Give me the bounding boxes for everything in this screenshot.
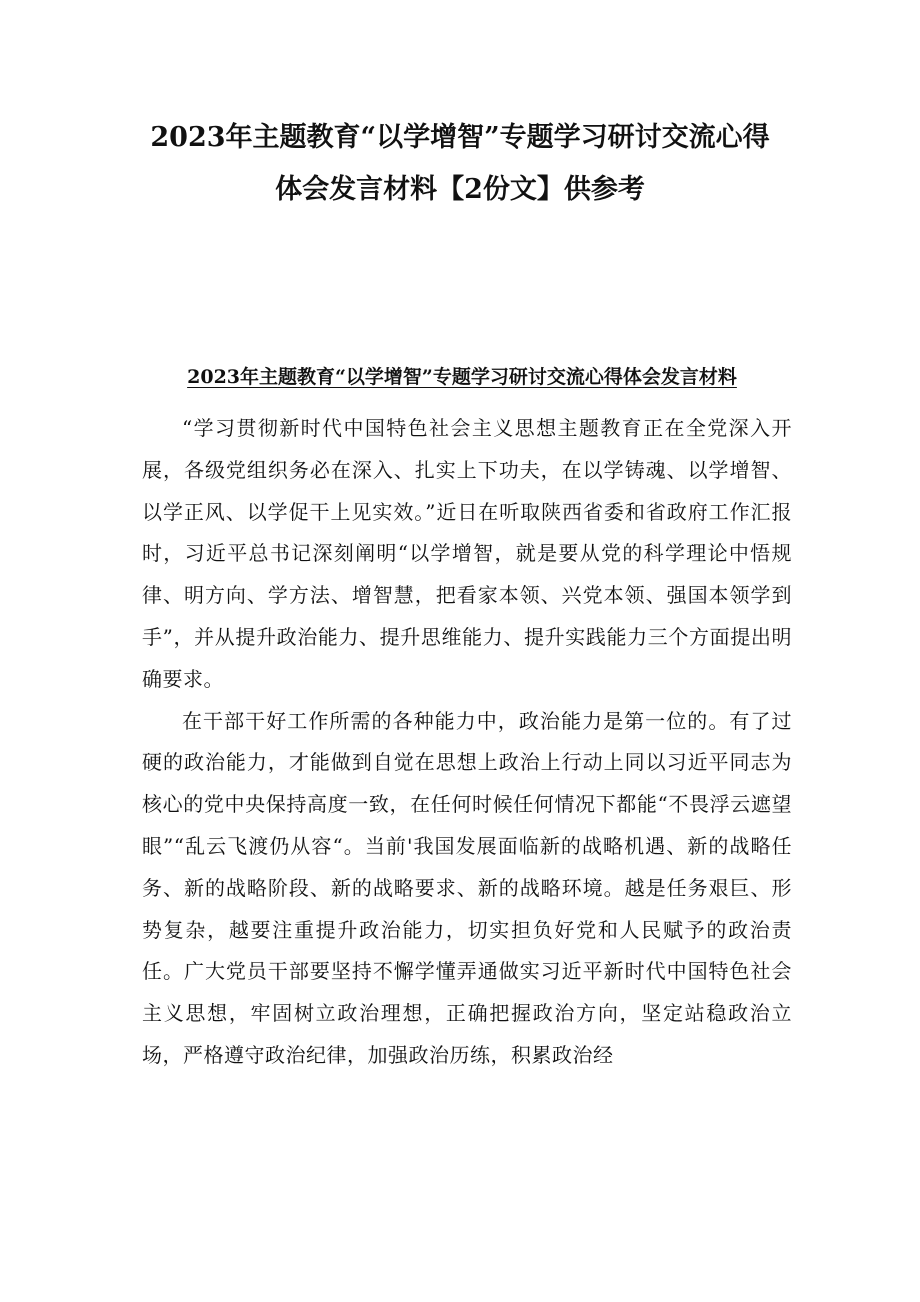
paragraph-2: 在干部干好工作所需的各种能力中，政治能力是第一位的。有了过硬的政治能力，才能做到自觉在思想上政治上行动上同以习近平同志为核心的党中央保持高度一致，在任何时候任何情况下都能“不畏浮云遮望眼”“乱云飞渡仍从容“。当前'我国发展面临新的战略机遇、新的战略任务、新的战略阶段、新的战略要求、新的战略环境。越是任务艰巨、形势复杂，越要注重提升政治能力，切实担负好党和人民赋予的政治责任。广大党员干部要坚持不懈学懂弄通做实习近平新时代中国特色社会主义思想，牢固树立政治理想，正确把握政治方向，坚定站稳政治立场，严格遵守政治纪律，加强政治历练，积累政治经	[142, 708, 792, 1067]
document-title-line-2: 体会发言材料【2份文】供参考	[275, 174, 645, 205]
section-heading: 2023年主题教育“以学增智”专题学习研讨交流心得体会发言材料	[187, 366, 737, 388]
paragraph-1: “学习贯彻新时代中国特色社会主义思想主题教育正在全党深入开展，各级党组织务必在深入、扎实上下功夫，在以学铸魂、以学增智、以学正风、以学促干上见实效。”近日在听取陕西省委和省政府工作汇报时，习近平总书记深刻阐明“以学增智，就是要从党的科学理论中悟规律、明方向、学方法、增智慧，把看家本领、兴党本领、强国本领学到手”，并从提升政治能力、提升思维能力、提升实践能力三个方面提出明确要求。	[142, 416, 792, 691]
document-title	[110, 112, 810, 216]
document-body	[142, 408, 792, 1077]
document-title-line-1: 2023年主题教育“以学增智”专题学习研讨交流心得	[150, 122, 770, 153]
